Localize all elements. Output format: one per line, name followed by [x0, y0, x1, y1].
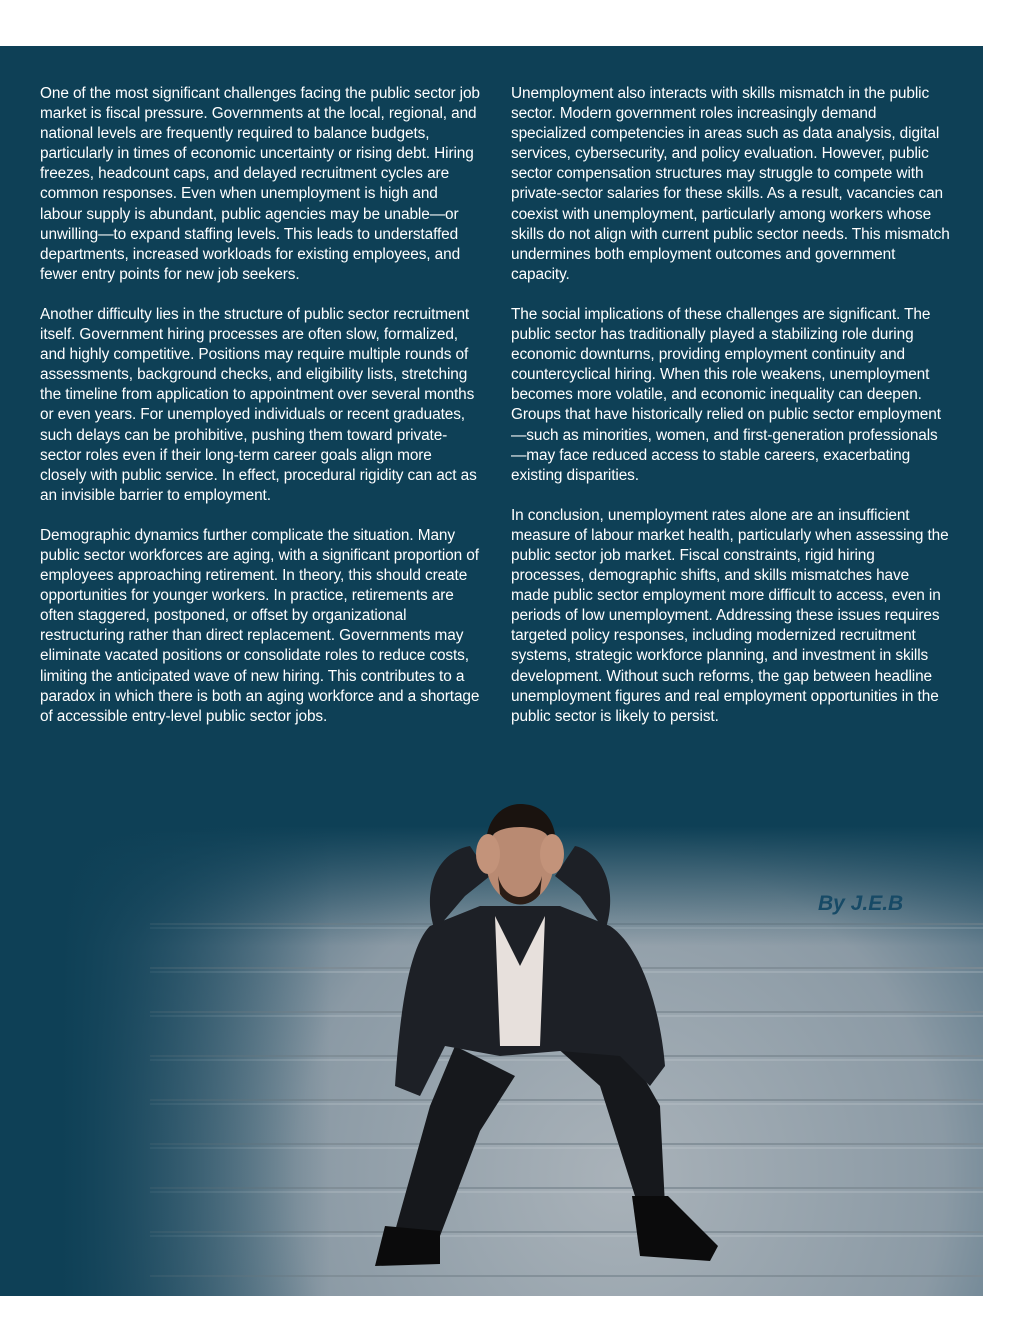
article-column-left — [40, 84, 480, 747]
author-byline: By J.E.B — [818, 892, 904, 915]
article-panel — [0, 46, 983, 1296]
paragraph-fiscal-pressure: One of the most significant challenges facing the public sector job market is fiscal pressure. Governments at the local, regional, and national levels are frequently required to balance budgets, particularly in times of economic uncertainty or rising debt. Hiring freezes, headcount caps, and delayed recruitment cycles are common responses. Even when unemployment is high and labour supply is abundant, public agencies may be unable—or unwilling—to expand staffing levels. This leads to understaffed departments, increased workloads for existing employees, and fewer entry points for new job seekers. — [40, 85, 480, 283]
article-column-right — [511, 84, 951, 747]
paragraph-recruitment-structure: Another difficulty lies in the structure of public sector recruitment itself. Government hiring processes are often slow, formalized, and highly competitive. Positions may require multiple rounds of assessments, background checks, and eligibility lists, stretching the timeline from application to appointment over several months or even years. For unemployed individuals or recent graduates, such delays can be prohibitive, pushing them toward private-sector roles even if their long-term career goals align more closely with public service. In effect, procedural rigidity can act as an invisible barrier to employment. — [40, 305, 477, 504]
paragraph-demographic-dynamics: Demographic dynamics further complicate the situation. Many public sector workforces are aging, with a significant proportion of employees approaching retirement. In theory, this should create opportunities for younger workers. In practice, retirements are often staggered, postponed, or offset by organizational restructuring rather than direct replacement. Governments may eliminate vacated positions or consolidate roles to reduce costs, limiting the anticipated wave of new hiring. This contributes to a paradox in which there is both an aging workforce and a shortage of accessible entry-level public sector jobs. — [40, 526, 480, 725]
paragraph-conclusion: In conclusion, unemployment rates alone are an insufficient measure of labour market health, particularly when assessing the public sector job market. Fiscal constraints, rigid hiring processes, demographic shifts, and skills mismatches have made public sector employment more difficult to access, even in periods of low unemployment. Addressing these issues requires targeted policy responses, including modernized recruitment systems, strategic workforce planning, and investment in skills development. Without such reforms, the gap between headline unemployment figures and real employment opportunities in the public sector is likely to persist. — [511, 506, 949, 725]
paragraph-skills-mismatch: Unemployment also interacts with skills mismatch in the public sector. Modern government roles increasingly demand specialized competencies in areas such as data analysis, digital services, cybersecurity, and policy evaluation. However, public sector compensation structures may struggle to compete with private-sector salaries for these skills. As a result, vacancies can coexist with unemployment, particularly among workers whose skills do not align with current public sector needs. This mismatch undermines both employment outcomes and government capacity. — [511, 85, 950, 283]
paragraph-social-implications: The social implications of these challenges are significant. The public sector has traditionally played a stabilizing role during economic downturns, providing employment continuity and countercyclical hiring. When this role weakens, unemployment becomes more volatile, and economic inequality can deepen. Groups that have historically relied on public sector employment—such as minorities, women, and first-generation professionals—may face reduced access to stable careers, exacerbating existing disparities. — [511, 305, 941, 484]
